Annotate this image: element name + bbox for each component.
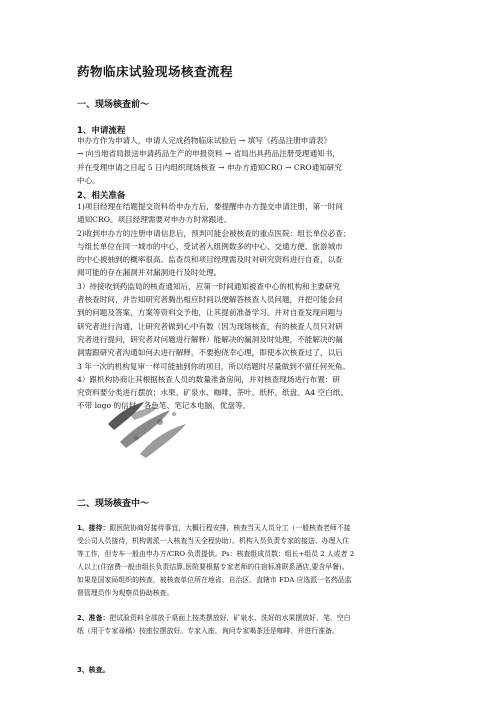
item2-paragraph	[77, 612, 423, 638]
sub1-heading: 1、申请流程	[77, 126, 126, 136]
sub2-text: 1)项目经理在结题提交资料给申办方后，要提醒申办方提交申请注册，第一时间 通知CRO。项目经理需要对申办方时常跟进。 2)收到申办方的注册申请信息后，预判可能会被核查的重点医院：组长单位必查； 与组长单位在同一城市的中心、受试者入组例数多的中心、交通方便、旅游城市 的中心被抽到的概率很高。监查员和项目经理需及时对研究资料进行自查，以查 阅可能的存在漏洞并对漏洞进行及时处理。 3）待接收到药监局的核查通知后，应第一时间通知被查中心的机构和主要研究 者核查时间，并告知研究者腾出相应时间以便解答核查人员问题，并把可能会问 到的问题及答案、方案等资料交予他，让其提前准备学习。并对自查发现问题与 研究者进行沟通，让研究者做到心中有数（因为现场核查，有的核查人员只对研 究者进行提问，研究者对问题进行解释）能解决的漏洞及时处理，不能解决的漏 洞需跟研究者沟通如何去进行解释，不要抱侥幸心理，即使本次核查过了，以后 3 年一次的机构复审一样可能抽到你的项目，所以结题时尽量做到不留任何死角。 4）跟机构协商让其根据核查人员的数量准备房间，并对核查现场进行布置：研 究资料要分类进行摆放；水果、矿泉水、咖啡、茶叶、纸杯、纸盘、A4 空白纸、 不带 logo 的信封，各色笔、笔记本电脑、优盘等。	[77, 202, 351, 411]
item1-paragraph	[77, 522, 423, 601]
item1-label: 1、接待：	[77, 524, 110, 532]
sub1-text: 申办方作为申请人，申请人完成药物临床试验后 → 填写《药品注册申请表》 → 向当地省局报送申请药品生产的申报资料 → 省局出具药品注册受理通知书， 并在受理申请之日起 5 日内组织现场核查 → 申办方通知CRO → CRO通知研究 中心。	[77, 136, 342, 185]
document-title: 药物临床试验现场核查流程	[77, 64, 234, 79]
section2-heading: 二、现场核查中～	[77, 499, 150, 509]
item3-label: 3、核查。	[77, 666, 110, 675]
item1-text: 跟医院协商好接待事宜，大概行程安排，核查当天人员分工（一般核查老师不接 受公司人员接待，机构需派一人核查当天全程协助）。机构人员负责专家的接送、办理入住 等工作，但专车一般由申办方/CRO 负责提供。Ps：核查组成员数：组长+组员 2 人或者 2 人以上(住宿费一般由组长负责结算,医院要根据专家老师的住宿标准联系酒店,要含早餐)。 如果是国家局组织的核查，被核查单位所在地省、自治区、直辖市 FDA 应选派一名药品监 督管理员作为观察员协助核查。	[77, 524, 355, 598]
ink-brush-strokes-image	[100, 384, 220, 464]
item3-paragraph	[77, 651, 423, 677]
item2-text: 把试验资料全部放于桌面上按类摆放好，矿泉水、洗好的水果摆放好，笔、空白 纸（用于专家尋稿）按座位摆放好。专家入座，询问专家喝茶还是咖啡，并进行准备。	[77, 614, 351, 636]
section1-heading: 一、现场核查前～	[77, 100, 150, 110]
item2-label: 2、准备：	[77, 614, 110, 622]
sub2-heading: 2、相关准备	[77, 191, 126, 201]
